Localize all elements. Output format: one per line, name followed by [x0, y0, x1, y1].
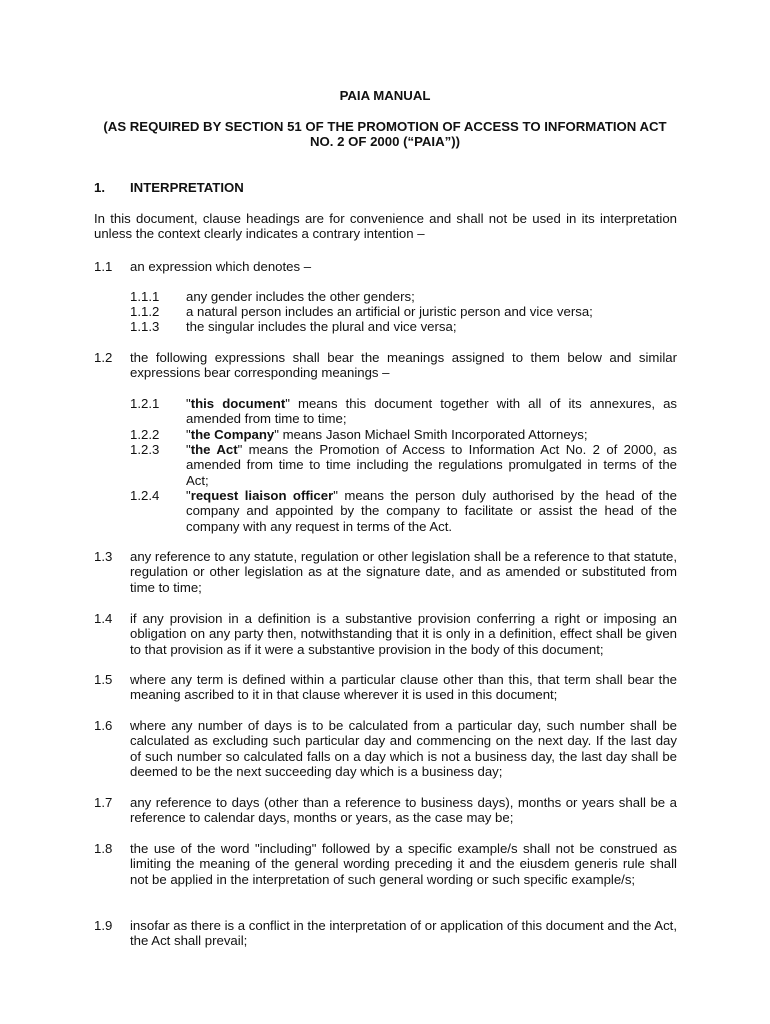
- clause-number: 1.1: [94, 259, 113, 274]
- subclause-text: the singular includes the plural and vice versa;: [186, 319, 457, 334]
- clause-number: 1.5: [94, 672, 113, 687]
- subclause-1-2-3: [130, 442, 677, 488]
- subclause-number: 1.2.3: [130, 442, 160, 457]
- definition: "request liaison officer" means the person duly authorised by the head of the company and appointed by the company to facilitate or assist the head of the company with any request in terms of the Act.: [186, 488, 677, 534]
- clause-number: 1.9: [94, 918, 113, 933]
- clause-text: insofar as there is a conflict in the interpretation of or application of this document and the Act, the Act shall prevail;: [130, 918, 677, 949]
- definition-text: means Jason Michael Smith Incorporated Attorneys;: [278, 427, 588, 442]
- definition-text: means this document together with all of its annexures, as amended from time to time;: [186, 396, 677, 427]
- clause-1-6: [94, 718, 677, 780]
- clause-1-5: [94, 672, 677, 703]
- defined-term: the Company: [190, 427, 275, 442]
- clause-1-7: [94, 795, 677, 826]
- defined-term: the Act: [190, 442, 238, 457]
- clause-text: any reference to any statute, regulation or other legislation shall be a reference to that statute, regulation or other legislation as at the signature date, and as amended or substituted from time to time;: [130, 549, 677, 595]
- section-number: 1.: [94, 180, 105, 195]
- subclause-number: 1.1.2: [130, 304, 160, 319]
- clause-number: 1.7: [94, 795, 113, 810]
- definition: "this document" means this document together with all of its annexures, as amended from time to time;: [186, 396, 677, 427]
- clause-text: where any term is defined within a particular clause other than this, that term shall bear the meaning ascribed to it in that clause wherever it is used in this document;: [130, 672, 677, 703]
- subclause-text: a natural person includes an artificial or juristic person and vice versa;: [186, 304, 593, 319]
- clause-number: 1.2: [94, 350, 113, 365]
- clause-1-8: [94, 841, 677, 887]
- subclause-1-1-3: [130, 319, 677, 334]
- clause-text: any reference to days (other than a reference to business days), months or years shall be a reference to calendar days, months or years, as the case may be;: [130, 795, 677, 826]
- clause-number: 1.4: [94, 611, 113, 626]
- subclause-1-2-2: [130, 427, 677, 442]
- subclause-number: 1.1.1: [130, 289, 160, 304]
- defined-term: request liaison officer: [190, 488, 334, 503]
- subclause-number: 1.2.2: [130, 427, 160, 442]
- clause-text: the following expressions shall bear the meanings assigned to them below and similar expressions bear corresponding meanings –: [130, 350, 677, 381]
- intro-paragraph: In this document, clause headings are for convenience and shall not be used in its interpretation unless the context clearly indicates a contrary intention –: [94, 211, 677, 242]
- definition: "the Act" means the Promotion of Access to Information Act No. 2 of 2000, as amended from time to time including the regulations promulgated in terms of the Act;: [186, 442, 677, 488]
- document-title: PAIA MANUAL: [339, 88, 431, 103]
- clause-1-9: [94, 918, 677, 949]
- section-title: INTERPRETATION: [130, 180, 244, 195]
- subclause-number: 1.2.4: [130, 488, 160, 503]
- subclause-1-1-2: [130, 304, 677, 319]
- subclause-number: 1.1.3: [130, 319, 160, 334]
- clause-1-2: [94, 350, 677, 381]
- clause-text: where any number of days is to be calculated from a particular day, such number shall be calculated as excluding such particular day and commencing on the next day. If the last day of such number so calculated falls on a day which is not a business day, the last day shall be deemed to be the next succeeding day which is a business day;: [130, 718, 677, 780]
- clause-number: 1.6: [94, 718, 113, 733]
- clause-1-4: [94, 611, 677, 657]
- definition-text: means the person duly authorised by the head of the company and appointed by the company to facilitate or assist the head of the company with any request in terms of the Act.: [186, 488, 677, 534]
- subclause-text: any gender includes the other genders;: [186, 289, 415, 304]
- clause-text: the use of the word "including" followed by a specific example/s shall not be construed as limiting the meaning of the general wording preceding it and the eiusdem generis rule shall not be applied in the interpretation of such general wording or such specific example/s;: [130, 841, 677, 887]
- clause-text: if any provision in a definition is a substantive provision conferring a right or imposing an obligation on any party then, notwithstanding that it is only in a definition, effect shall be given to that provision as if it were a substantive provision in the body of this document;: [130, 611, 677, 657]
- clause-text: an expression which denotes –: [130, 259, 312, 274]
- subclause-1-2-1: [130, 396, 677, 427]
- subclause-1-2-4: [130, 488, 677, 534]
- clause-1-1: [94, 259, 677, 274]
- definition-text: means the Promotion of Access to Information Act No. 2 of 2000, as amended from time to time including the regulations promulgated in terms of the Act;: [186, 442, 677, 488]
- document-subtitle: (AS REQUIRED BY SECTION 51 OF THE PROMOTION OF ACCESS TO INFORMATION ACT NO. 2 OF 2000 (“PAIA”)): [103, 119, 667, 150]
- subclause-number: 1.2.1: [130, 396, 160, 411]
- definition: "the Company" means Jason Michael Smith Incorporated Attorneys;: [186, 427, 588, 442]
- defined-term: this document: [190, 396, 286, 411]
- clause-number: 1.8: [94, 841, 113, 856]
- clause-number: 1.3: [94, 549, 113, 564]
- subclause-1-1-1: [130, 289, 677, 304]
- clause-1-3: [94, 549, 677, 595]
